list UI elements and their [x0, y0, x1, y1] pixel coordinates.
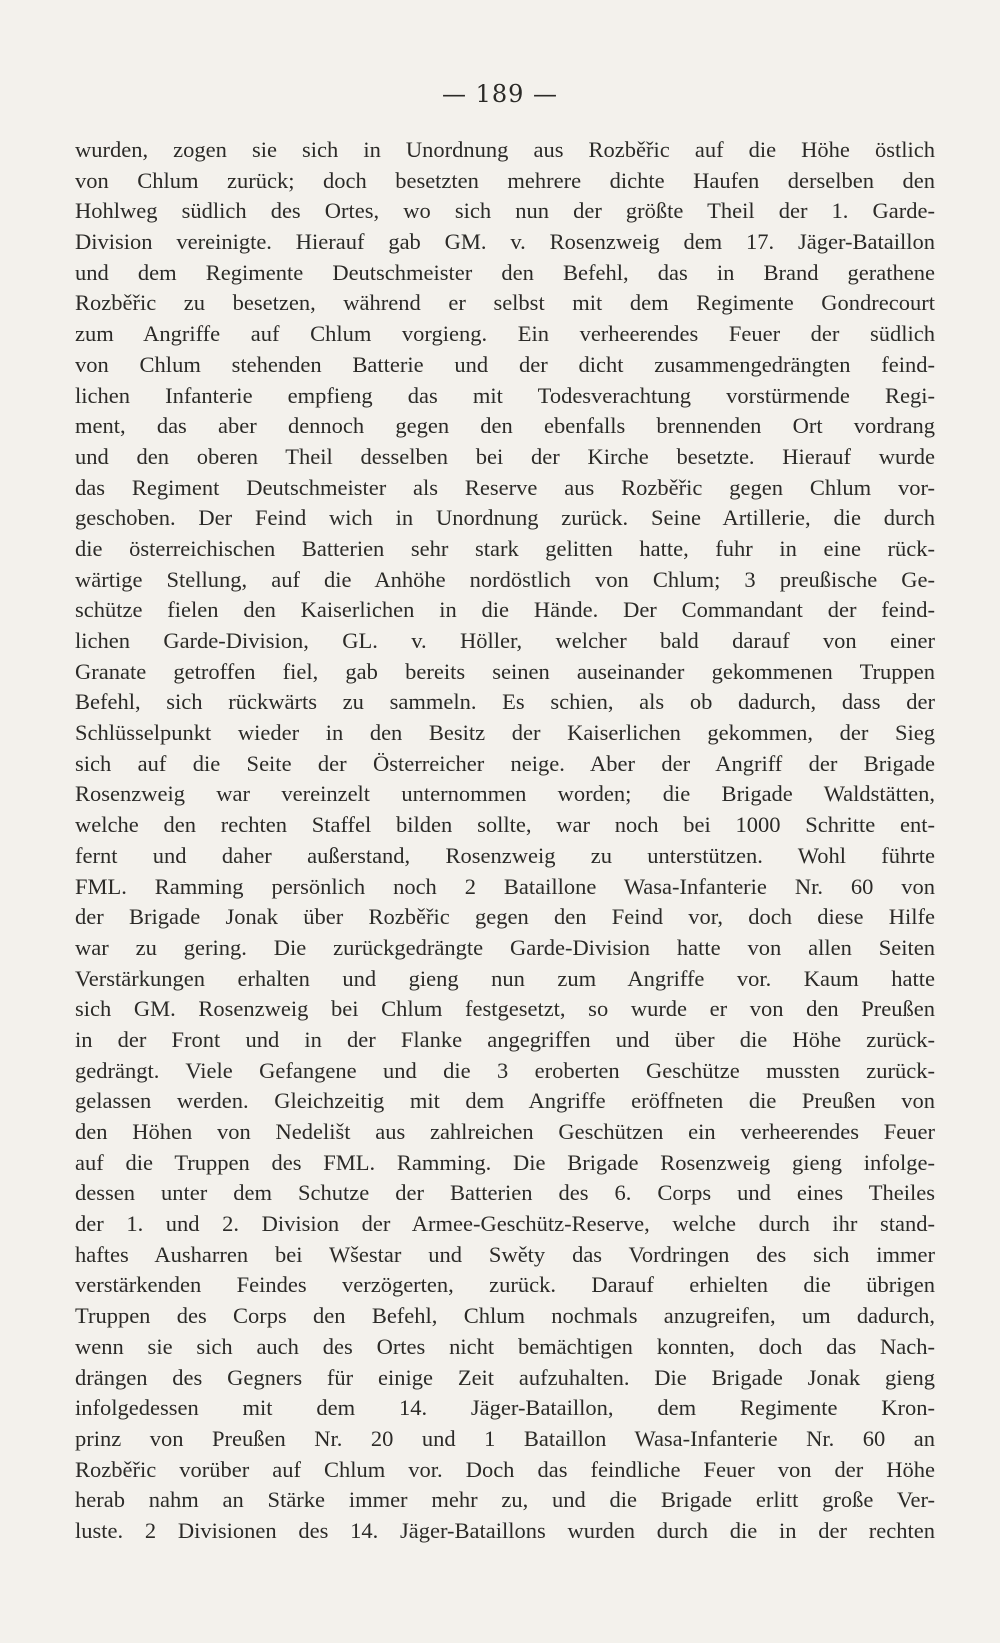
- text-line: Truppen des Corps den Befehl, Chlum nochmals anzugreifen, um dadurch,: [75, 1303, 935, 1329]
- text-line: von Chlum stehenden Batterie und der dicht zusammengedrängten feind-: [75, 351, 935, 377]
- text-line: wenn sie sich auch des Ortes nicht bemächtigen konnten, doch das Nach-: [75, 1333, 935, 1359]
- text-line: das Regiment Deutschmeister als Reserve aus Rozběřic gegen Chlum vor-: [75, 474, 935, 500]
- body-text: [75, 135, 935, 1547]
- text-line: in der Front und in der Flanke angegriffen und über die Höhe zurück-: [75, 1026, 935, 1052]
- text-line: Schlüsselpunkt wieder in den Besitz der Kaiserlichen gekommen, der Sieg: [75, 720, 935, 746]
- text-line: der Brigade Jonak über Rozběřic gegen den Feind vor, doch diese Hilfe: [75, 904, 935, 930]
- text-line: von Chlum zurück; doch besetzten mehrere dichte Haufen derselben den: [75, 167, 935, 193]
- text-line: und den oberen Theil desselben bei der Kirche besetzte. Hierauf wurde: [75, 443, 935, 469]
- text-line: wärtige Stellung, auf die Anhöhe nordöstlich von Chlum; 3 preußische Ge-: [75, 566, 935, 592]
- text-line: sich auf die Seite der Österreicher neige. Aber der Angriff der Brigade: [75, 750, 935, 776]
- text-line: Verstärkungen erhalten und gieng nun zum Angriffe vor. Kaum hatte: [75, 965, 935, 991]
- text-line: zum Angriffe auf Chlum vorgieng. Ein verheerendes Feuer der südlich: [75, 321, 935, 347]
- text-line: fernt und daher außerstand, Rosenzweig zu unterstützen. Wohl führte: [75, 842, 935, 868]
- text-line: infolgedessen mit dem 14. Jäger-Bataillon, dem Regimente Kron-: [75, 1395, 935, 1421]
- text-line: gedrängt. Viele Gefangene und die 3 eroberten Geschütze mussten zurück-: [75, 1057, 935, 1083]
- text-line: lichen Garde-Division, GL. v. Höller, welcher bald darauf von einer: [75, 628, 935, 653]
- text-line: Hohlweg südlich des Ortes, wo sich nun der größte Theil der 1. Garde-: [75, 198, 935, 224]
- text-line: sich GM. Rosenzweig bei Chlum festgesetzt, so wurde er von den Preußen: [75, 996, 935, 1022]
- text-line: lichen Infanterie empfieng das mit Todesverachtung vorstürmende Regi-: [75, 382, 935, 408]
- text-line: dessen unter dem Schutze der Batterien des 6. Corps und eines Theiles: [75, 1180, 935, 1206]
- text-line: haftes Ausharren bei Wšestar und Swěty das Vordringen des sich immer: [75, 1241, 935, 1267]
- text-line: wurden, zogen sie sich in Unordnung aus Rozběřic auf die Höhe östlich: [75, 137, 935, 162]
- text-line: war zu gering. Die zurückgedrängte Garde-Division hatte von allen Seiten: [75, 934, 935, 960]
- text-line: Rozběřic vorüber auf Chlum vor. Doch das feindliche Feuer von der Höhe: [75, 1456, 935, 1482]
- text-line: welche den rechten Staffel bilden sollte, war noch bei 1000 Schritte ent-: [75, 812, 935, 838]
- text-line: Granate getroffen fiel, gab bereits seinen auseinander gekommenen Truppen: [75, 658, 935, 684]
- text-line: herab nahm an Stärke immer mehr zu, und die Brigade erlitt große Ver-: [75, 1487, 935, 1513]
- text-line: verstärkenden Feindes verzögerten, zurück. Darauf erhielten die übrigen: [75, 1272, 935, 1298]
- text-line: luste. 2 Divisionen des 14. Jäger-Bataillons wurden durch die in der rechten: [75, 1517, 935, 1543]
- text-line: Rosenzweig war vereinzelt unternommen worden; die Brigade Waldstätten,: [75, 781, 935, 807]
- text-line: geschoben. Der Feind wich in Unordnung zurück. Seine Artillerie, die durch: [75, 505, 935, 531]
- text-line: gelassen werden. Gleichzeitig mit dem Angriffe eröffneten die Preußen von: [75, 1088, 935, 1114]
- page-number: — 189 —: [441, 80, 559, 108]
- text-line: Rozběřic zu besetzen, während er selbst mit dem Regimente Gondrecourt: [75, 290, 935, 316]
- text-line: der 1. und 2. Division der Armee-Geschütz-Reserve, welche durch ihr stand-: [75, 1211, 935, 1237]
- text-line: und dem Regimente Deutschmeister den Befehl, das in Brand gerathene: [75, 259, 935, 285]
- text-line: drängen des Gegners für einige Zeit aufzuhalten. Die Brigade Jonak gieng: [75, 1364, 935, 1390]
- text-line: auf die Truppen des FML. Ramming. Die Brigade Rosenzweig gieng infolge-: [75, 1149, 935, 1175]
- text-line: Division vereinigte. Hierauf gab GM. v. Rosenzweig dem 17. Jäger-Bataillon: [75, 229, 935, 255]
- text-line: prinz von Preußen Nr. 20 und 1 Bataillon Wasa-Infanterie Nr. 60 an: [75, 1425, 935, 1451]
- text-line: schütze fielen den Kaiserlichen in die Hände. Der Commandant der feind-: [75, 597, 935, 623]
- text-line: FML. Ramming persönlich noch 2 Bataillone Wasa-Infanterie Nr. 60 von: [75, 873, 935, 899]
- text-line: ment, das aber dennoch gegen den ebenfalls brennenden Ort vordrang: [75, 413, 935, 439]
- text-line: die österreichischen Batterien sehr stark gelitten hatte, fuhr in eine rück-: [75, 535, 935, 561]
- text-line: den Höhen von Nedelišt aus zahlreichen Geschützen ein verheerendes Feuer: [75, 1119, 935, 1144]
- text-line: Befehl, sich rückwärts zu sammeln. Es schien, als ob dadurch, dass der: [75, 689, 935, 715]
